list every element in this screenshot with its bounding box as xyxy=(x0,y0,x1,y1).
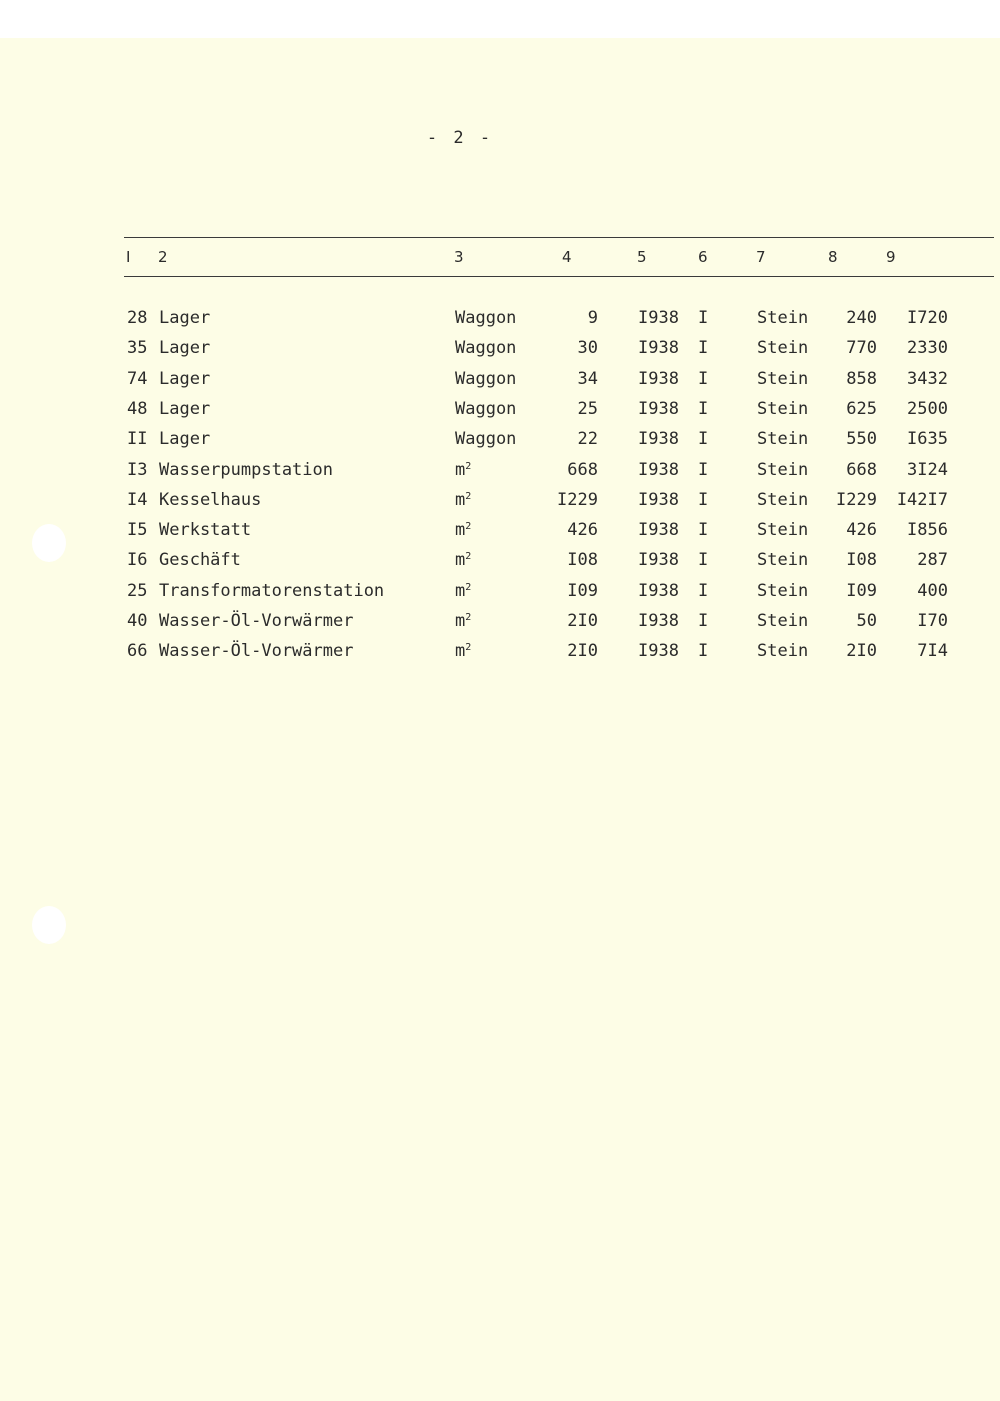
cell-year xyxy=(638,641,679,661)
cell-c6 xyxy=(698,399,708,419)
cell-c9 xyxy=(907,308,948,328)
cell-year-text: I938 xyxy=(638,398,679,419)
cell-unit-text: m xyxy=(455,459,466,480)
unit-superscript: 2 xyxy=(465,460,472,472)
column-header-9: 9 xyxy=(886,248,896,266)
cell-c4 xyxy=(567,550,598,570)
cell-year-text: I938 xyxy=(638,429,679,450)
column-header-2: 2 xyxy=(158,248,168,266)
cell-c8-text: 625 xyxy=(846,398,877,419)
cell-c6-text: I xyxy=(698,641,709,662)
page-number: - 2 - xyxy=(426,128,494,148)
cell-c6 xyxy=(698,550,708,570)
cell-material-text: Stein xyxy=(757,429,809,450)
cell-c4-text: 30 xyxy=(577,338,598,359)
cell-material xyxy=(757,611,808,631)
cell-no xyxy=(127,399,147,419)
cell-c4-text: 25 xyxy=(577,398,598,419)
cell-year-text: I938 xyxy=(638,489,679,510)
cell-material xyxy=(757,399,808,419)
cell-material xyxy=(757,550,808,570)
cell-c9 xyxy=(917,611,948,631)
unit-superscript: 2 xyxy=(465,551,472,563)
cell-name-text: Lager xyxy=(159,338,211,359)
cell-material-text: Stein xyxy=(757,611,809,631)
cell-material xyxy=(757,369,808,389)
cell-c6-text: I xyxy=(698,580,709,601)
cell-no-text: II xyxy=(127,429,148,450)
cell-material xyxy=(757,641,808,661)
cell-c8-text: 50 xyxy=(856,611,877,631)
cell-year-text: I938 xyxy=(638,459,679,480)
cell-c9 xyxy=(907,520,948,540)
cell-c9 xyxy=(917,550,948,570)
cell-year-text: I938 xyxy=(638,368,679,389)
unit-superscript: 2 xyxy=(465,642,472,654)
cell-c4-text: 2I0 xyxy=(567,641,598,662)
cell-c9-text: 3I24 xyxy=(907,459,948,480)
cell-unit xyxy=(455,581,471,601)
cell-material-text: Stein xyxy=(757,338,809,359)
cell-no xyxy=(127,460,147,480)
cell-name-text: Lager xyxy=(159,368,211,389)
cell-c8 xyxy=(846,520,877,540)
cell-name xyxy=(159,369,210,389)
cell-name xyxy=(159,308,210,328)
cell-year-text: I938 xyxy=(638,641,679,662)
cell-unit-text: Waggon xyxy=(455,429,517,450)
cell-unit xyxy=(455,369,516,389)
cell-c8 xyxy=(846,641,877,661)
cell-c9-text: 2500 xyxy=(907,398,948,419)
cell-year-text: I938 xyxy=(638,550,679,571)
cell-c6-text: I xyxy=(698,520,709,541)
cell-name-text: Transformatorenstation xyxy=(159,580,385,601)
cell-unit xyxy=(455,429,516,449)
cell-c4-text: 426 xyxy=(567,520,598,541)
cell-c8-text: 240 xyxy=(846,308,877,328)
cell-no-text: 40 xyxy=(127,611,148,631)
column-header-5: 5 xyxy=(637,248,647,266)
cell-c9 xyxy=(917,581,948,601)
cell-c9-text: 400 xyxy=(917,580,948,601)
cell-c6 xyxy=(698,460,708,480)
cell-material-text: Stein xyxy=(757,520,809,541)
header-rule-top xyxy=(124,237,994,238)
cell-unit xyxy=(455,399,516,419)
cell-material xyxy=(757,490,808,510)
cell-no xyxy=(127,611,147,631)
punch-hole-bottom xyxy=(32,906,66,944)
cell-year-text: I938 xyxy=(638,338,679,359)
cell-name xyxy=(159,490,261,510)
cell-no xyxy=(127,369,147,389)
cell-material-text: Stein xyxy=(757,398,809,419)
cell-year-text: I938 xyxy=(638,611,679,631)
cell-no xyxy=(127,490,147,510)
column-header-8: 8 xyxy=(828,248,838,266)
cell-name xyxy=(159,399,210,419)
cell-material-text: Stein xyxy=(757,550,809,571)
cell-c6-text: I xyxy=(698,611,709,631)
cell-c6-text: I xyxy=(698,308,709,328)
cell-year xyxy=(638,429,679,449)
cell-no xyxy=(127,581,147,601)
cell-name-text: Wasserpumpstation xyxy=(159,459,333,480)
cell-no-text: I4 xyxy=(127,489,148,510)
cell-c4 xyxy=(578,429,598,449)
unit-superscript: 2 xyxy=(465,490,472,502)
cell-material xyxy=(757,338,808,358)
cell-no xyxy=(127,308,147,328)
cell-c6-text: I xyxy=(698,550,709,571)
cell-c9-text: I856 xyxy=(907,520,948,541)
cell-c9-text: 287 xyxy=(917,550,948,571)
cell-no-text: 66 xyxy=(127,641,148,662)
cell-no-text: 35 xyxy=(127,338,148,359)
cell-unit xyxy=(455,490,471,510)
cell-c8 xyxy=(846,550,877,570)
unit-superscript: 2 xyxy=(465,581,472,593)
cell-material-text: Stein xyxy=(757,489,809,510)
cell-year xyxy=(638,460,679,480)
cell-c9-text: I635 xyxy=(907,429,948,450)
cell-material-text: Stein xyxy=(757,459,809,480)
cell-c9 xyxy=(907,338,948,358)
cell-c8-text: I09 xyxy=(846,580,877,601)
cell-no-text: 28 xyxy=(127,308,148,328)
cell-c4-text: I229 xyxy=(557,489,598,510)
cell-c4-text: 9 xyxy=(587,308,598,328)
cell-c6-text: I xyxy=(698,398,709,419)
column-header-4: 4 xyxy=(562,248,572,266)
cell-name xyxy=(159,520,251,540)
cell-c4-text: I09 xyxy=(567,580,598,601)
cell-material xyxy=(757,520,808,540)
header-rule-bottom xyxy=(124,276,994,277)
cell-unit xyxy=(455,460,471,480)
column-header-7: 7 xyxy=(756,248,766,266)
cell-c8 xyxy=(846,399,877,419)
cell-c8-text: I08 xyxy=(846,550,877,571)
column-header-6: 6 xyxy=(698,248,708,266)
cell-c6-text: I xyxy=(698,429,709,450)
cell-material-text: Stein xyxy=(757,580,809,601)
column-header-1: I xyxy=(126,248,131,266)
cell-unit xyxy=(455,611,471,631)
cell-c8 xyxy=(846,308,877,328)
cell-c9 xyxy=(907,399,948,419)
cell-c8 xyxy=(846,581,877,601)
cell-year xyxy=(638,308,679,328)
unit-superscript: 2 xyxy=(465,612,472,623)
cell-c4-text: 668 xyxy=(567,459,598,480)
cell-c8-text: I229 xyxy=(836,489,877,510)
cell-name xyxy=(159,460,333,480)
cell-c9 xyxy=(917,641,948,661)
cell-year xyxy=(638,520,679,540)
cell-c6-text: I xyxy=(698,368,709,389)
cell-c8-text: 858 xyxy=(846,368,877,389)
cell-c6 xyxy=(698,338,708,358)
cell-unit-text: Waggon xyxy=(455,398,517,419)
cell-c8-text: 668 xyxy=(846,459,877,480)
cell-c6-text: I xyxy=(698,338,709,359)
cell-c8 xyxy=(846,369,877,389)
cell-name xyxy=(159,550,241,570)
cell-c4 xyxy=(588,308,598,328)
cell-c9 xyxy=(907,429,948,449)
cell-c9 xyxy=(907,460,948,480)
cell-name-text: Lager xyxy=(159,308,211,328)
cell-name xyxy=(159,338,210,358)
cell-c4 xyxy=(567,641,598,661)
cell-c4 xyxy=(567,581,598,601)
cell-name-text: Werkstatt xyxy=(159,520,252,541)
cell-year-text: I938 xyxy=(638,520,679,541)
cell-c6 xyxy=(698,641,708,661)
cell-year xyxy=(638,611,679,631)
cell-material-text: Stein xyxy=(757,368,809,389)
cell-no-text: I5 xyxy=(127,520,148,541)
cell-c8-text: 550 xyxy=(846,429,877,450)
cell-unit-text: m xyxy=(455,520,466,541)
cell-year-text: I938 xyxy=(638,580,679,601)
cell-c4 xyxy=(567,520,598,540)
cell-year xyxy=(638,581,679,601)
cell-c4 xyxy=(578,399,598,419)
cell-c9-text: I720 xyxy=(907,308,948,328)
cell-unit-text: m xyxy=(455,580,466,601)
cell-material-text: Stein xyxy=(757,308,809,328)
cell-name-text: Wasser-Öl-Vorwärmer xyxy=(159,611,354,631)
cell-material xyxy=(757,429,808,449)
cell-no-text: I6 xyxy=(127,550,148,571)
cell-c6 xyxy=(698,520,708,540)
cell-unit xyxy=(455,338,516,358)
cell-c4 xyxy=(557,490,598,510)
cell-c4-text: 34 xyxy=(577,368,598,389)
cell-c6 xyxy=(698,490,708,510)
unit-superscript: 2 xyxy=(465,521,472,533)
cell-no xyxy=(127,429,147,449)
cell-name xyxy=(159,641,353,661)
cell-no-text: I3 xyxy=(127,459,148,480)
column-header-3: 3 xyxy=(454,248,464,266)
cell-c8-text: 770 xyxy=(846,338,877,359)
cell-c9 xyxy=(897,490,948,510)
cell-c8 xyxy=(836,490,877,510)
cell-c9-text: 2330 xyxy=(907,338,948,359)
cell-year xyxy=(638,369,679,389)
cell-no xyxy=(127,641,147,661)
cell-unit-text: Waggon xyxy=(455,308,517,328)
cell-no xyxy=(127,338,147,358)
cell-unit xyxy=(455,520,471,540)
cell-material-text: Stein xyxy=(757,641,809,662)
cell-c4 xyxy=(578,369,598,389)
cell-no xyxy=(127,550,147,570)
cell-year xyxy=(638,338,679,358)
cell-c4 xyxy=(567,460,598,480)
cell-name-text: Geschäft xyxy=(159,550,241,571)
cell-c6-text: I xyxy=(698,489,709,510)
cell-c9-text: 7I4 xyxy=(917,641,948,662)
cell-unit xyxy=(455,641,471,661)
cell-material xyxy=(757,308,808,328)
cell-unit xyxy=(455,308,516,328)
cell-year xyxy=(638,490,679,510)
cell-c6 xyxy=(698,369,708,389)
cell-name xyxy=(159,611,353,631)
cell-c6 xyxy=(698,581,708,601)
document-sheet xyxy=(0,38,1000,1401)
cell-name-text: Kesselhaus xyxy=(159,489,262,510)
cell-c6 xyxy=(698,611,708,631)
cell-name-text: Lager xyxy=(159,429,211,450)
cell-c4-text: 2I0 xyxy=(567,611,598,631)
cell-year xyxy=(638,399,679,419)
cell-unit-text: m xyxy=(455,489,466,510)
cell-year-text: I938 xyxy=(638,308,679,328)
cell-c8-text: 426 xyxy=(846,520,877,541)
cell-c6 xyxy=(698,308,708,328)
cell-c8 xyxy=(846,338,877,358)
cell-material xyxy=(757,581,808,601)
cell-unit xyxy=(455,550,471,570)
cell-c9-text: I70 xyxy=(917,611,948,631)
cell-c8-text: 2I0 xyxy=(846,641,877,662)
cell-no-text: 74 xyxy=(127,368,148,389)
cell-c4 xyxy=(567,611,598,631)
cell-material xyxy=(757,460,808,480)
cell-no xyxy=(127,520,147,540)
cell-c8 xyxy=(846,460,877,480)
cell-c6-text: I xyxy=(698,459,709,480)
cell-c9-text: I42I7 xyxy=(896,489,948,510)
cell-name xyxy=(159,581,384,601)
cell-unit-text: m xyxy=(455,641,466,662)
cell-c6 xyxy=(698,429,708,449)
cell-c9 xyxy=(907,369,948,389)
cell-name xyxy=(159,429,210,449)
cell-name-text: Lager xyxy=(159,398,211,419)
cell-c8 xyxy=(857,611,877,631)
cell-c9-text: 3432 xyxy=(907,368,948,389)
cell-name-text: Wasser-Öl-Vorwärmer xyxy=(159,641,354,662)
cell-unit-text: Waggon xyxy=(455,338,517,359)
cell-no-text: 48 xyxy=(127,398,148,419)
cell-unit-text: m xyxy=(455,550,466,571)
cell-no-text: 25 xyxy=(127,580,148,601)
cell-c4 xyxy=(578,338,598,358)
cell-year xyxy=(638,550,679,570)
cell-unit-text: m xyxy=(455,611,466,631)
cell-c8 xyxy=(846,429,877,449)
cell-c4-text: 22 xyxy=(577,429,598,450)
cell-unit-text: Waggon xyxy=(455,368,517,389)
cell-c4-text: I08 xyxy=(567,550,598,571)
punch-hole-top xyxy=(32,524,66,562)
